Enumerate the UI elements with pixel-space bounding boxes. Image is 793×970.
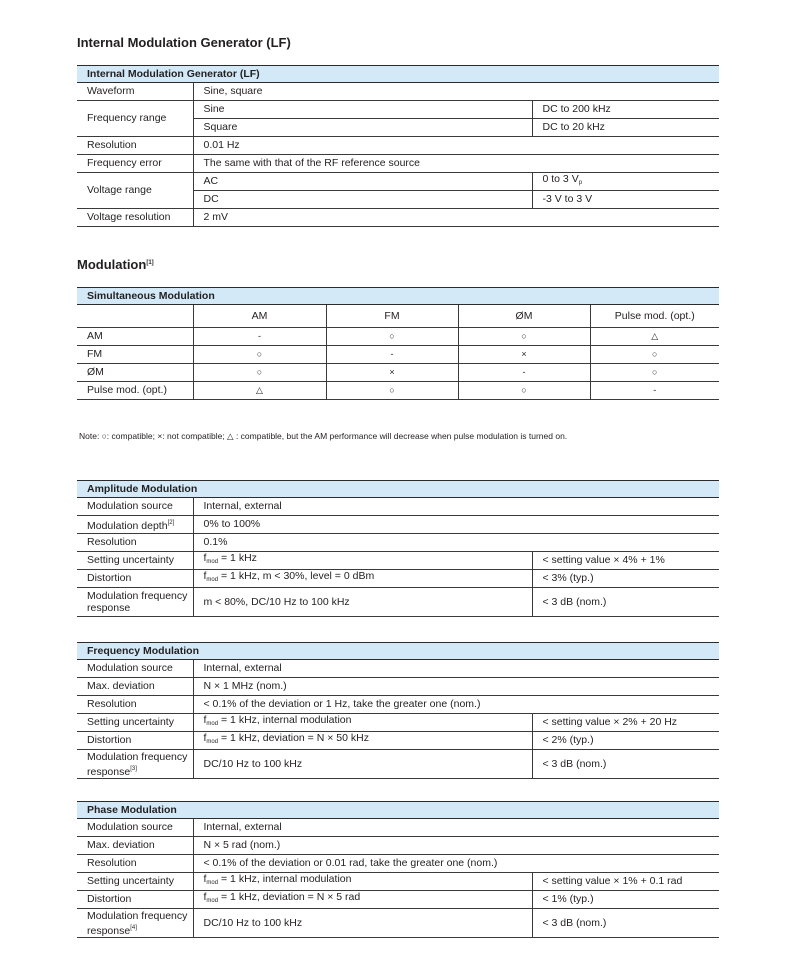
table-row: Modulation frequency response m < 80%, DC/10 Hz to 100 kHz < 3 dB (nom.) — [77, 588, 719, 617]
table-row: ØM ○ × - ○ — [77, 364, 719, 382]
table-row: Frequency range Sine DC to 200 kHz — [77, 101, 719, 119]
lf-table-title: Internal Modulation Generator (LF) — [77, 66, 719, 83]
simultaneous-modulation-table — [77, 287, 719, 400]
table-row: Resolution < 0.1% of the deviation or 1 Hz, take the greater one (nom.) — [77, 696, 719, 714]
table-row: Distortion $f_{mod} = 1$ kHz, deviation = N × 50 kHz < 2% (typ.) — [77, 732, 719, 750]
pm-table — [77, 801, 719, 938]
table-row: Voltage resolution 2 mV — [77, 209, 719, 227]
table-row: Modulation depth[2] 0% to 100% — [77, 516, 719, 534]
table-row: Waveform Sine, square — [77, 83, 719, 101]
table-row: Setting uncertainty $f_{mod} = 1$ kHz < setting value × 4% + 1% — [77, 552, 719, 570]
table-row: Voltage range AC 0 to 3 $V_p$ — [77, 173, 719, 191]
table-row: Setting uncertainty $f_{mod} = 1$ kHz, internal modulation < setting value × 1% + 0.1 rad — [77, 873, 719, 891]
table-row: Frequency error The same with that of the RF reference source — [77, 155, 719, 173]
table-row: Modulation frequency response[4] DC/10 Hz to 100 kHz < 3 dB (nom.) — [77, 909, 719, 938]
am-table-title: Amplitude Modulation — [77, 481, 719, 498]
table-row: DC -3 V to 3 V — [77, 191, 719, 209]
table-row: Distortion $f_{mod} = 1$ kHz, m < 30%, level = 0 dBm < 3% (typ.) — [77, 570, 719, 588]
table-row: Resolution 0.01 Hz — [77, 137, 719, 155]
lf-table — [77, 65, 719, 227]
compatibility-note: Note: ○: compatible; ×: not compatible; △ : compatible, but the AM performance will decrease when pulse modulation is turned on. — [79, 431, 568, 441]
am-table — [77, 480, 719, 617]
table-row: FM ○ - × ○ — [77, 346, 719, 364]
modulation-heading: Modulation[1] — [77, 257, 154, 272]
fm-table — [77, 642, 719, 779]
table-row: AM - ○ ○ △ — [77, 328, 719, 346]
table-row: Modulation source Internal, external — [77, 498, 719, 516]
table-row: Modulation source Internal, external — [77, 660, 719, 678]
table-row: Setting uncertainty $f_{mod} = 1$ kHz, internal modulation < setting value × 2% + 20 Hz — [77, 714, 719, 732]
table-row: Modulation source Internal, external — [77, 819, 719, 837]
table-row: AM FM ØM Pulse mod. (opt.) — [77, 305, 719, 328]
fm-table-title: Frequency Modulation — [77, 643, 719, 660]
table-row: Distortion $f_{mod} = 1$ kHz, deviation = N × 5 rad < 1% (typ.) — [77, 891, 719, 909]
table-row: Resolution 0.1% — [77, 534, 719, 552]
simul-table-title: Simultaneous Modulation — [77, 288, 719, 305]
table-row: Square DC to 20 kHz — [77, 119, 719, 137]
table-row: Max. deviation N × 5 rad (nom.) — [77, 837, 719, 855]
table-row: Resolution < 0.1% of the deviation or 0.01 rad, take the greater one (nom.) — [77, 855, 719, 873]
table-row: Modulation frequency response[3] DC/10 Hz to 100 kHz < 3 dB (nom.) — [77, 750, 719, 779]
pm-table-title: Phase Modulation — [77, 802, 719, 819]
table-row: Pulse mod. (opt.) △ ○ ○ - — [77, 382, 719, 400]
table-row: Max. deviation N × 1 MHz (nom.) — [77, 678, 719, 696]
lf-heading: Internal Modulation Generator (LF) — [77, 35, 291, 50]
